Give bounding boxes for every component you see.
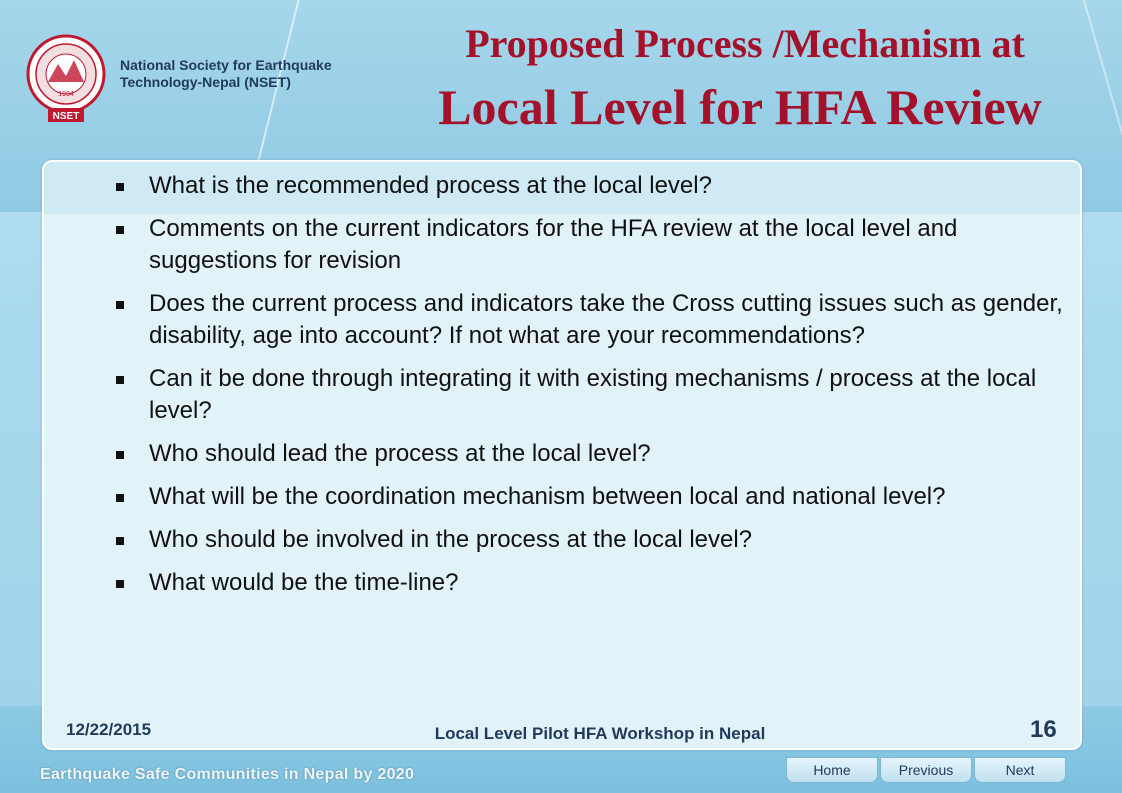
logo-year: 1994: [58, 91, 74, 98]
logo-label: NSET: [52, 111, 80, 122]
list-item: [116, 288, 1076, 352]
footer-date: 12/22/2015: [66, 720, 152, 739]
slide-navigation: [786, 757, 1068, 783]
list-item: [116, 170, 1076, 202]
list-item: [116, 567, 1076, 599]
square-bullet-icon: [116, 580, 124, 588]
square-bullet-icon: [116, 376, 124, 384]
bullet-list: [116, 170, 1076, 610]
square-bullet-icon: [116, 226, 124, 234]
page-number: 16: [1030, 716, 1057, 743]
square-bullet-icon: [116, 183, 124, 191]
square-bullet-icon: [116, 451, 124, 459]
org-name-line1: National Society for Earthquake: [120, 57, 332, 73]
org-name-line2: Technology-Nepal (NSET): [120, 74, 291, 90]
nset-logo-icon: [18, 30, 114, 126]
square-bullet-icon: [116, 301, 124, 309]
slide-title-line1: Proposed Process /Mechanism at: [465, 21, 1025, 66]
list-item-text: Can it be done through integrating it with existing mechanisms / process at the local level?: [149, 365, 1037, 424]
list-item-text: Who should lead the process at the local level?: [149, 440, 651, 467]
footer-tagline: Earthquake Safe Communities in Nepal by 2020: [40, 766, 415, 783]
previous-button[interactable]: Previous: [880, 757, 972, 783]
home-button[interactable]: Home: [786, 757, 878, 783]
list-item-text: Comments on the current indicators for the HFA review at the local level and suggestions for revision: [149, 215, 958, 274]
list-item: [116, 363, 1076, 427]
square-bullet-icon: [116, 494, 124, 502]
next-button[interactable]: Next: [974, 757, 1066, 783]
org-name: [120, 57, 360, 91]
list-item: [116, 438, 1076, 470]
list-item: [116, 213, 1076, 277]
list-item: [116, 524, 1076, 556]
slide-title-line2: Local Level for HFA Review: [438, 79, 1042, 135]
list-item-text: What would be the time-line?: [149, 569, 459, 596]
list-item-text: Does the current process and indicators take the Cross cutting issues such as gender, disability, age into account? If not what are your recommendations?: [149, 290, 1063, 349]
list-item-text: Who should be involved in the process at the local level?: [149, 526, 753, 553]
list-item: [116, 481, 1076, 513]
list-item-text: What is the recommended process at the local level?: [149, 172, 712, 199]
square-bullet-icon: [116, 537, 124, 545]
footer-title: Local Level Pilot HFA Workshop in Nepal: [434, 724, 766, 743]
list-item-text: What will be the coordination mechanism between local and national level?: [149, 483, 946, 510]
nset-logo: [18, 30, 114, 126]
